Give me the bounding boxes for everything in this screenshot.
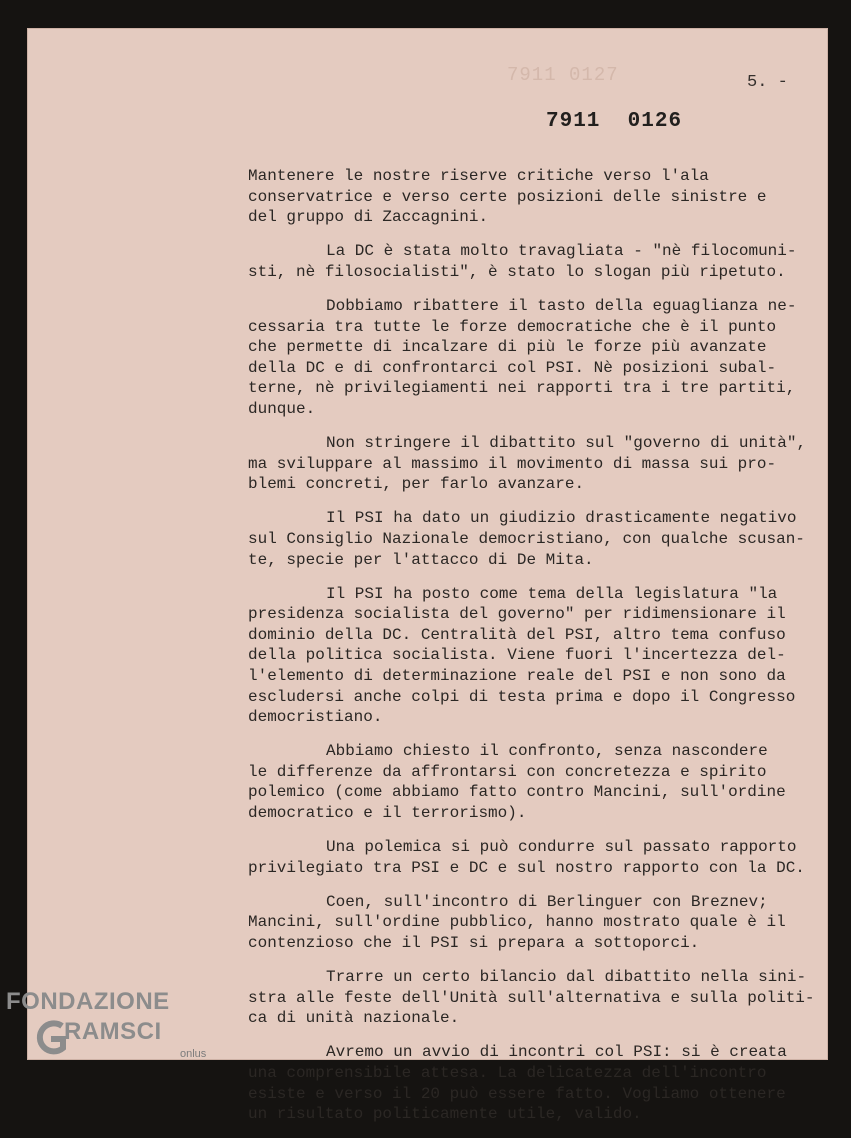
text-line: della politica socialista. Viene fuori l'incertezza del-: [248, 646, 786, 665]
paragraph: [248, 296, 848, 420]
paragraph: [248, 967, 848, 1029]
paragraph: [248, 892, 848, 954]
text-line: Dobbiamo ribattere il tasto della eguaglianza ne-: [326, 296, 797, 315]
document-body: [248, 166, 848, 1138]
text-line: le differenze da affrontarsi con concretezza e spirito: [248, 762, 767, 781]
text-line: te, specie per l'attacco di De Mita.: [248, 550, 594, 569]
text-line: blemi concreti, per farlo avanzare.: [248, 475, 585, 494]
paragraph: [248, 584, 848, 728]
paragraph: [248, 508, 848, 570]
text-line: sul Consiglio Nazionale democristiano, con qualche scusan-: [248, 529, 805, 548]
paragraph: [248, 837, 848, 878]
text-line: della DC e di confrontarci col PSI. Nè posizioni subal-: [248, 358, 777, 377]
text-line: l'elemento di determinazione reale del PSI e non sono da: [248, 666, 786, 685]
text-line: che permette di incalzare di più le forze più avanzate: [248, 338, 767, 357]
stamp-series: 7911: [546, 110, 601, 133]
document-page: [27, 28, 828, 1124]
text-line: sti, nè filosocialisti", è stato lo slogan più ripetuto.: [248, 262, 786, 281]
text-line: democristiano.: [248, 708, 383, 727]
text-line: dominio della DC. Centralità del PSI, altro tema confuso: [248, 625, 786, 644]
logo-line2: RAMSCI: [64, 1018, 162, 1045]
text-line: Avremo un avvio di incontri col PSI: si è creata: [326, 1043, 787, 1062]
page-number: 5. -: [747, 73, 788, 92]
text-line: conservatrice e verso certe posizioni delle sinistre e: [248, 187, 767, 206]
text-line: Il PSI ha posto come tema della legislatura "la: [326, 584, 778, 603]
text-line: dunque.: [248, 399, 316, 418]
logo-sub: onlus: [180, 1048, 207, 1060]
logo-line1: FONDAZIONE: [6, 988, 170, 1015]
text-line: Mantenere le nostre riserve critiche verso l'ala: [248, 167, 709, 185]
text-line: esiste e verso il 20 può essere fatto. Vogliamo ottenere: [248, 1084, 786, 1103]
text-line: Mancini, sull'ordine pubblico, hanno mostrato quale è il: [248, 913, 786, 932]
text-line: polemico (come abbiamo fatto contro Mancini, sull'ordine: [248, 783, 786, 802]
paragraph: [248, 241, 848, 282]
paragraph: [248, 741, 848, 823]
text-line: cessaria tra tutte le forze democratiche che è il punto: [248, 317, 777, 336]
text-line: una comprensibile attesa. La delicatezza dell'incontro: [248, 1063, 767, 1082]
text-line: stra alle feste dell'Unità sull'alternativa e sulla politi-: [248, 988, 815, 1007]
text-line: democratico e il terrorismo).: [248, 804, 527, 823]
text-line: escludersi anche colpi di testa prima e dopo il Congresso: [248, 687, 796, 706]
text-line: contenzioso che il PSI si prepara a sottoporci.: [248, 934, 700, 952]
text-line: del gruppo di Zaccagnini.: [248, 208, 489, 227]
fondazione-gramsci-logo: [6, 988, 216, 1074]
text-line: Non stringere il dibattito sul "governo di unità",: [326, 434, 807, 453]
archive-stamp: [546, 110, 682, 133]
paragraph: [248, 166, 848, 228]
text-line: Abbiamo chiesto il confronto, senza nascondere: [326, 742, 768, 761]
text-line: un risultato politicamente utile, valido.: [248, 1105, 642, 1124]
text-line: privilegiato tra PSI e DC e sul nostro rapporto con la DC.: [248, 858, 805, 877]
ghost-stamp: 7911 0127: [507, 64, 619, 86]
text-line: ma sviluppare al massimo il movimento di massa sui pro-: [248, 454, 777, 473]
text-line: Il PSI ha dato un giudizio drasticamente negativo: [326, 509, 797, 528]
text-line: La DC è stata molto travagliata - "nè filocomuni-: [326, 242, 797, 261]
text-line: Coen, sull'incontro di Berlinguer con Breznev;: [326, 892, 768, 911]
text-line: presidenza socialista del governo" per ridimensionare il: [248, 605, 786, 624]
paragraph: [248, 1042, 848, 1124]
stamp-number: 0126: [627, 110, 683, 133]
paragraph: [248, 433, 848, 495]
text-line: Trarre un certo bilancio dal dibattito nella sini-: [326, 968, 807, 987]
gramsci-g-icon: [34, 1012, 68, 1062]
text-line: Una polemica si può condurre sul passato rapporto: [326, 838, 797, 857]
text-line: terne, nè privilegiamenti nei rapporti tra i tre partiti,: [248, 379, 796, 398]
text-line: ca di unità nazionale.: [248, 1009, 460, 1028]
